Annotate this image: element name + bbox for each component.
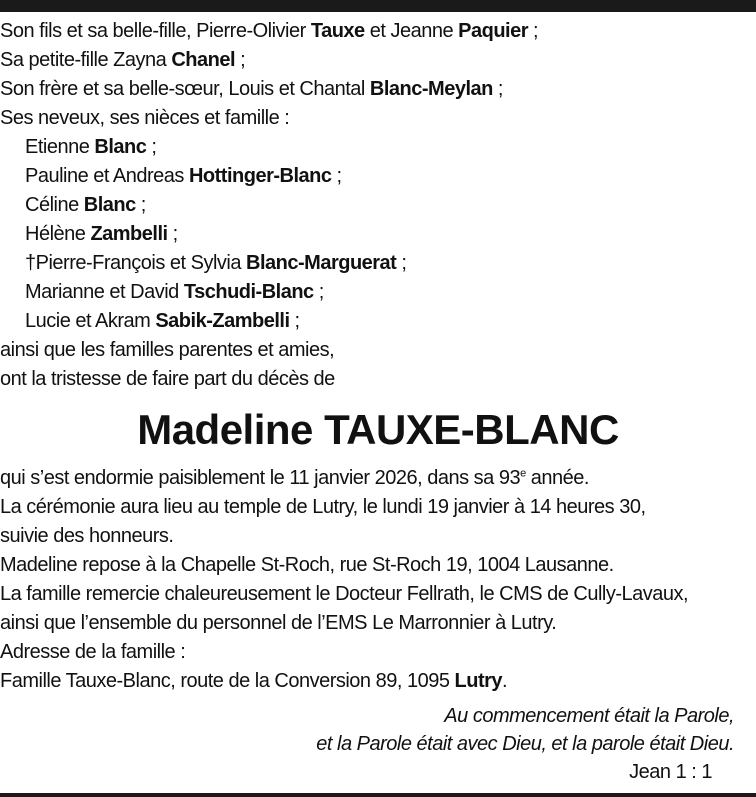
details-line-honours: suivie des honneurs.	[0, 525, 174, 547]
relative-line: Céline Blanc ;	[25, 194, 146, 216]
verse-line: Au commencement était la Parole,	[444, 705, 734, 727]
closing-line: ainsi que les familles parentes et amies,	[0, 339, 335, 361]
details-line-passing: qui s’est endormie paisiblement le 11 janvier 2026, dans sa 93e année.	[0, 467, 589, 489]
details-line-chapel: Madeline repose à la Chapelle St-Roch, rue St-Roch 19, 1004 Lausanne.	[0, 554, 614, 576]
family-line-son: Son fils et sa belle-fille, Pierre-Olivier Tauxe et Jeanne Paquier ;	[0, 20, 539, 42]
bible-verse	[0, 702, 756, 786]
details-line-address: Famille Tauxe-Blanc, route de la Conversion 89, 1095 Lutry.	[0, 670, 508, 692]
closing-line: ont la tristesse de faire part du décès de	[0, 368, 335, 390]
verse-line: et la Parole était avec Dieu, et la parole était Dieu.	[316, 733, 734, 755]
verse-reference: Jean 1 : 1	[629, 761, 712, 783]
relative-line: Pauline et Andreas Hottinger-Blanc ;	[25, 165, 342, 187]
family-line-granddaughter: Sa petite-fille Zayna Chanel ;	[0, 49, 246, 71]
details-line-ceremony: La cérémonie aura lieu au temple de Lutry, le lundi 19 janvier à 14 heures 30,	[0, 496, 646, 518]
family-line-brother: Son frère et sa belle-sœur, Louis et Chantal Blanc-Meylan ;	[0, 78, 503, 100]
relative-line: Etienne Blanc ;	[25, 136, 157, 158]
details-line-thanks-cont: ainsi que l’ensemble du personnel de l’EMS Le Marronnier à Lutry.	[0, 612, 557, 634]
details-line-thanks: La famille remercie chaleureusement le Docteur Fellrath, le CMS de Cully-Lavaux,	[0, 583, 689, 605]
relative-line: Hélène Zambelli ;	[25, 223, 178, 245]
relative-line: Marianne et David Tschudi-Blanc ;	[25, 281, 324, 303]
obituary-notice	[0, 17, 756, 786]
family-line-nephews: Ses neveux, ses nièces et famille :	[0, 107, 290, 129]
details-line-address-label: Adresse de la famille :	[0, 641, 186, 663]
deceased-name: Madeline TAUXE-BLANC	[137, 406, 619, 453]
relative-line: Lucie et Akram Sabik-Zambelli ;	[25, 310, 300, 332]
bottom-border-bar	[0, 793, 756, 797]
relative-line: †Pierre-François et Sylvia Blanc-Marguerat ;	[25, 252, 407, 274]
top-border-bar	[0, 0, 756, 12]
